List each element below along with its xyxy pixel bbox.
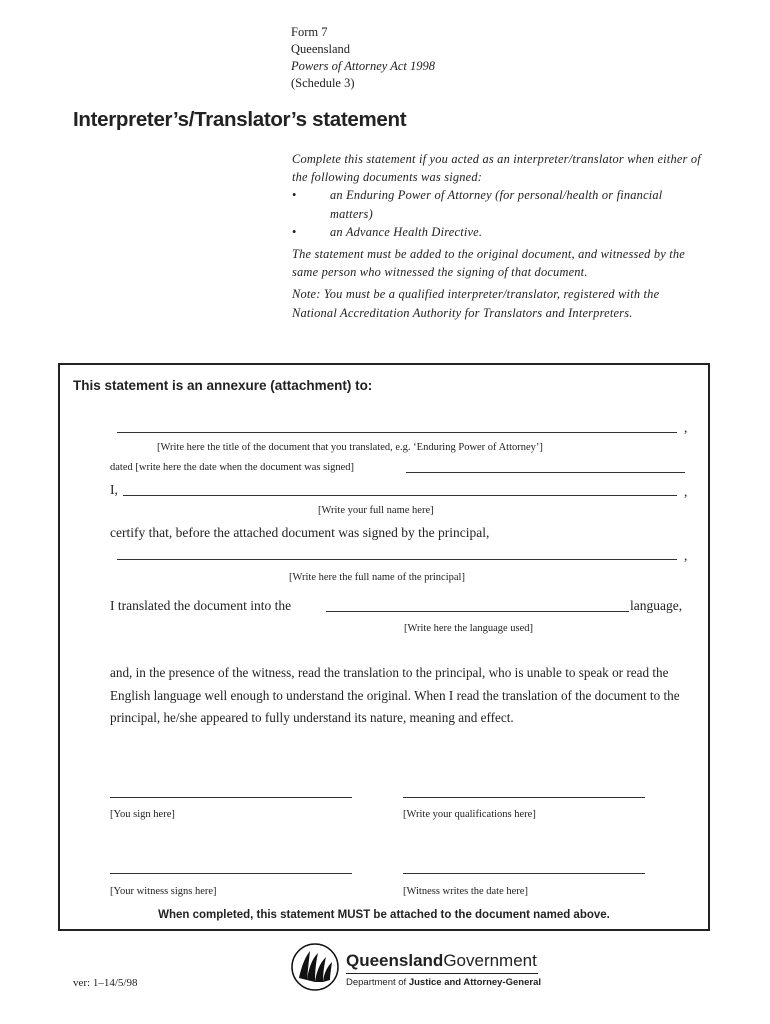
certify-text: certify that, before the attached document was signed by the principal,: [110, 525, 490, 540]
dated-label: dated [write here the date when the document was signed]: [110, 462, 355, 473]
logo-name-regular: Government: [443, 951, 537, 970]
signature-hint: [You sign here]: [110, 809, 175, 820]
intro-instructions: [292, 150, 702, 326]
principal-name-hint: [Write here the full name of the principal]: [289, 572, 465, 583]
bullet-mark: •: [292, 188, 297, 203]
attachment-note: When completed, this statement MUST be attached to the document named above.: [158, 909, 610, 921]
intro-bullet: [292, 223, 702, 241]
schedule-label: (Schedule 3): [291, 76, 355, 90]
intro-bullet-text: an Advance Health Directive.: [330, 224, 483, 239]
comma: ,: [684, 420, 688, 435]
witness-date-field[interactable]: [403, 873, 645, 874]
witness-signature-hint: [Your witness signs here]: [110, 886, 217, 897]
witness-signature-field[interactable]: [110, 873, 352, 874]
i-label: I,: [110, 482, 118, 497]
qualifications-hint: [Write your qualifications here]: [403, 809, 536, 820]
logo-name-bold: Queensland: [346, 951, 444, 970]
qualifications-field[interactable]: [403, 797, 645, 798]
bullet-mark: •: [292, 224, 297, 239]
department-prefix: Department of: [346, 977, 407, 988]
intro-paragraph-1: Complete this statement if you acted as an interpreter/translator when either of the following documents was signed:: [292, 152, 701, 185]
department-name: [346, 977, 541, 988]
comma: ,: [684, 548, 688, 563]
act-name: Powers of Attorney Act 1998: [291, 59, 435, 73]
principal-name-field[interactable]: [117, 559, 677, 560]
intro-bullet: [292, 186, 702, 222]
translated-prefix: I translated the document into the: [110, 598, 292, 613]
witness-date-hint: [Witness writes the date here]: [403, 886, 528, 897]
signature-field[interactable]: [110, 797, 352, 798]
intro-paragraph-2: The statement must be added to the original document, and witnessed by the same person who witnessed the signing of that document.: [292, 247, 686, 280]
queensland-crest-icon: [290, 942, 340, 992]
qld-government-logo-text: [346, 951, 537, 971]
version-label: ver: 1–14/5/98: [73, 977, 138, 989]
form-number: Form 7: [291, 25, 328, 39]
document-title-field[interactable]: [117, 432, 677, 433]
logo-divider: [346, 973, 538, 974]
state-name: Queensland: [291, 42, 351, 56]
full-name-field[interactable]: [123, 495, 677, 496]
document-title-hint: [Write here the title of the document that you translated, e.g. ‘Enduring Power of Attorney’]: [157, 442, 543, 453]
language-field[interactable]: [326, 611, 629, 612]
statement-body: and, in the presence of the witness, read the translation to the principal, who is unable to speak or read the English language well enough to understand the original. When I read the translation of the document to the principal, he/she appeared to fully understand its nature, meaning and effect.: [110, 665, 680, 725]
intro-paragraph-3: Note: You must be a qualified interpreter/translator, registered with the National Accreditation Authority for Translators and Interpreters.: [292, 287, 660, 320]
date-signed-field[interactable]: [406, 472, 685, 473]
intro-bullet-text: an Enduring Power of Attorney (for personal/health or financial matters): [330, 188, 663, 221]
language-hint: [Write here the language used]: [404, 623, 534, 634]
page-title: Interpreter’s/Translator’s statement: [73, 108, 407, 131]
full-name-hint: [Write your full name here]: [318, 505, 434, 516]
comma: ,: [684, 484, 688, 499]
department-bold: Justice and Attorney-General: [408, 977, 541, 988]
statement-heading: This statement is an annexure (attachment) to:: [73, 378, 373, 393]
translated-suffix: language,: [630, 598, 683, 613]
